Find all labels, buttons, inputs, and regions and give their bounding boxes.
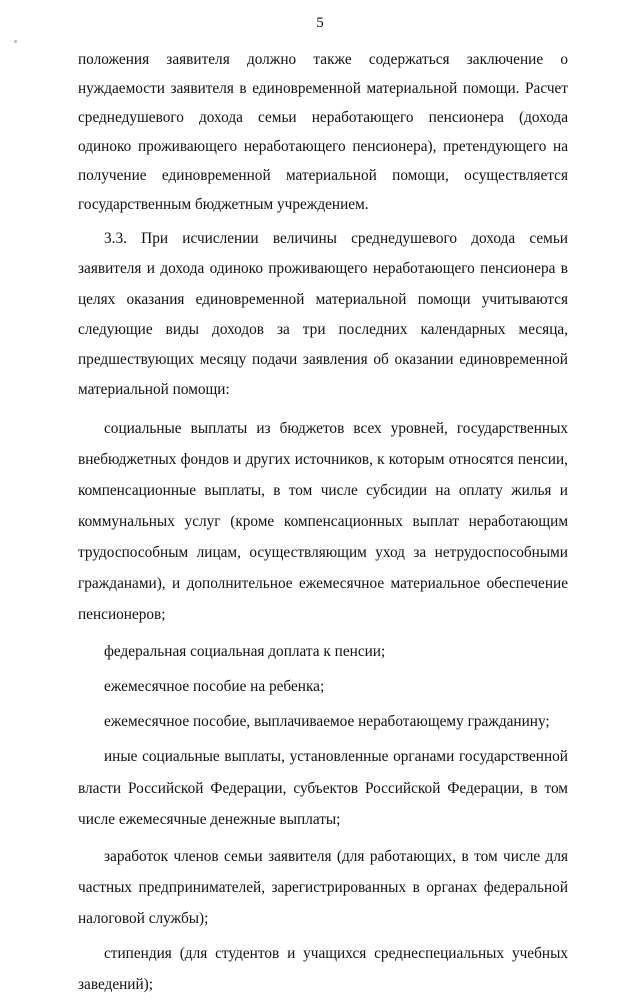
- paragraph-federal-supplement: федеральная социальная доплата к пенсии;: [104, 642, 386, 660]
- paragraph-earnings: заработок членов семьи заявителя (для работающих, в том числе для частных предпринимателей, зарегистрированных в органах федеральной налоговой службы);: [78, 848, 568, 928]
- document-body: [78, 45, 568, 1000]
- paragraph-other-payments: иные социальные выплаты, установленные органами государственной власти Российской Федерации, субъектов Российской Федерации, в том числе ежемесячные денежные выплаты;: [78, 747, 568, 829]
- paragraph-unemployed-allowance: ежемесячное пособие, выплачиваемое неработающему гражданину;: [104, 712, 550, 730]
- page-number: 5: [316, 15, 324, 31]
- paragraph-stipend: стипендия (для студентов и учащихся среднеспециальных учебных заведений);: [78, 945, 568, 994]
- paragraph-3-3: 3.3. При исчислении величины среднедушевого дохода семьи заявителя и дохода одиноко проживающего неработающего пенсионера в целях оказания единовременной материальной помощи учитываются следующие виды доходов за три последних календарных месяца, предшествующих месяцу подачи заявления об оказании единовременной материальной помощи:: [78, 230, 568, 399]
- scan-dot: [14, 40, 17, 43]
- paragraph-continuation: положения заявителя должно также содержаться заключение о нуждаемости заявителя в единовременной материальной помощи. Расчет среднедушевого дохода семьи неработающего пенсионера (дохода одиноко проживающего неработающего пенсионера), претендующего на получение единовременной материальной помощи, осуществляется государственным бюджетным учреждением.: [78, 51, 568, 213]
- paragraph-child-allowance: ежемесячное пособие на ребенка;: [104, 677, 325, 695]
- paragraph-social-payments: социальные выплаты из бюджетов всех уровней, государственных внебюджетных фондов и других источников, к которым относятся пенсии, компенсационные выплаты, в том числе субсидии на оплату жилья и коммунальных услуг (кроме компенсационных выплат неработающим трудоспособным лицам, осуществляющим уход за нетрудоспособными гражданами), и дополнительное ежемесячное материальное обеспечение пенсионеров;: [78, 419, 568, 623]
